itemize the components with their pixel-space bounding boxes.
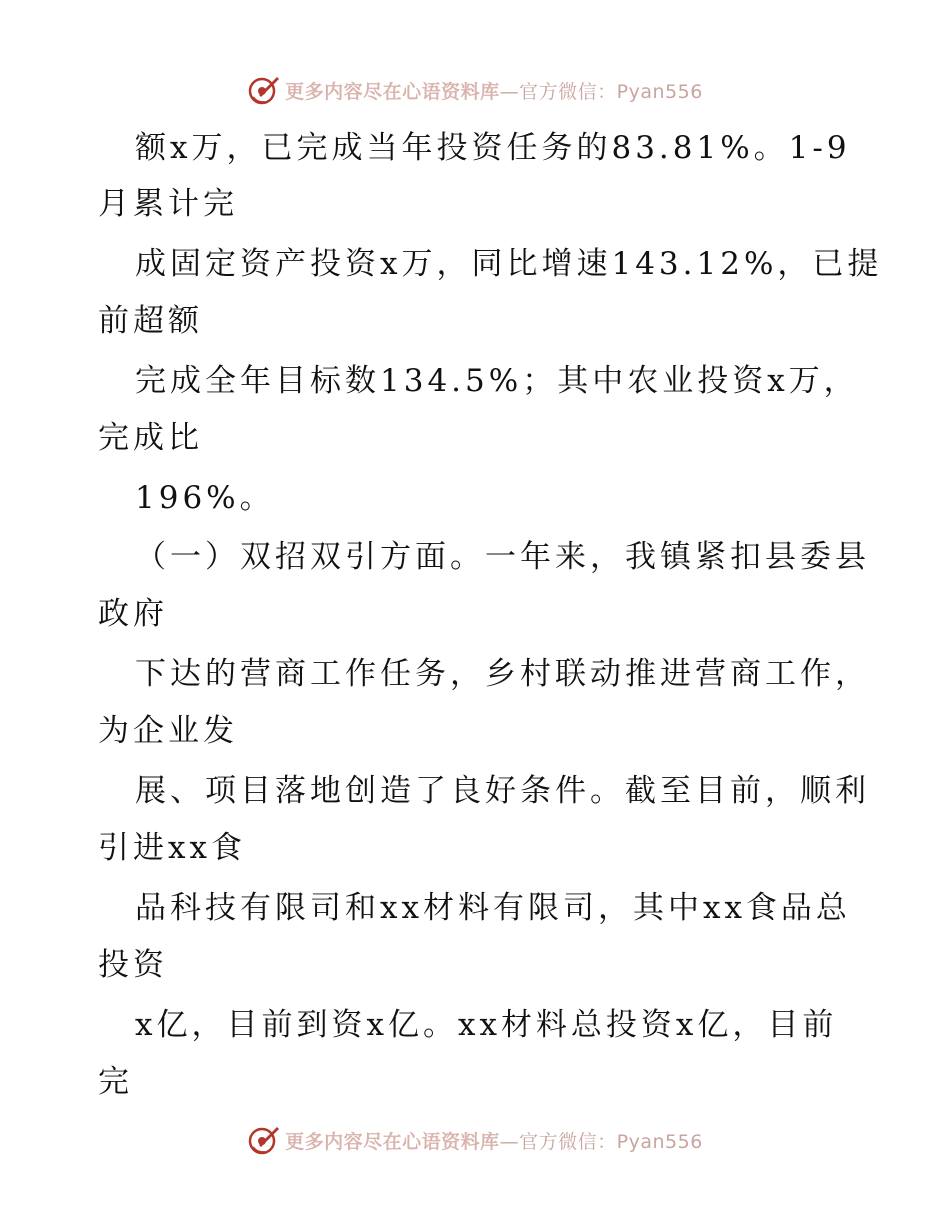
text-line: 投资 <box>98 947 168 983</box>
header-watermark <box>0 70 950 110</box>
text-line: 成固定资产投资x万，同比增速143.12%，已提 <box>135 246 883 282</box>
text-line: 政府 <box>98 596 168 632</box>
watermark-text <box>285 77 703 104</box>
text-line: 额x万，已完成当年投资任务的83.81%。1-9 <box>135 130 851 166</box>
text-line: 196%。 <box>135 480 275 516</box>
watermark-title: 更多内容尽在心语资料库 <box>285 1130 500 1153</box>
text-line: 完成比 <box>98 420 203 456</box>
footer-watermark <box>0 1120 950 1160</box>
text-line: x亿，目前到资x亿。xx材料总投资x亿，目前 <box>135 1007 838 1043</box>
watermark-contact: —官方微信：Pyan556 <box>499 1130 703 1153</box>
text-line: 月累计完 <box>98 186 238 222</box>
text-line: （一）双招双引方面。一年来，我镇紧扣县委县 <box>135 539 870 575</box>
text-line: 完 <box>98 1064 133 1100</box>
text-line: 前超额 <box>98 303 203 339</box>
text-line: 品科技有限司和xx材料有限司，其中xx食品总 <box>135 890 851 926</box>
watermark-text <box>285 1127 703 1154</box>
pen-logo-icon <box>247 73 281 107</box>
text-line: 完成全年目标数134.5%；其中农业投资x万， <box>135 363 859 399</box>
text-line: 下达的营商工作任务，乡村联动推进营商工作， <box>135 656 870 692</box>
watermark-title: 更多内容尽在心语资料库 <box>285 80 500 103</box>
text-line: 展、项目落地创造了良好条件。截至目前，顺利 <box>135 773 870 809</box>
watermark-contact: —官方微信：Pyan556 <box>499 80 703 103</box>
text-line: 为企业发 <box>98 713 238 749</box>
text-line: 引进xx食 <box>98 830 246 866</box>
pen-logo-icon <box>247 1123 281 1157</box>
